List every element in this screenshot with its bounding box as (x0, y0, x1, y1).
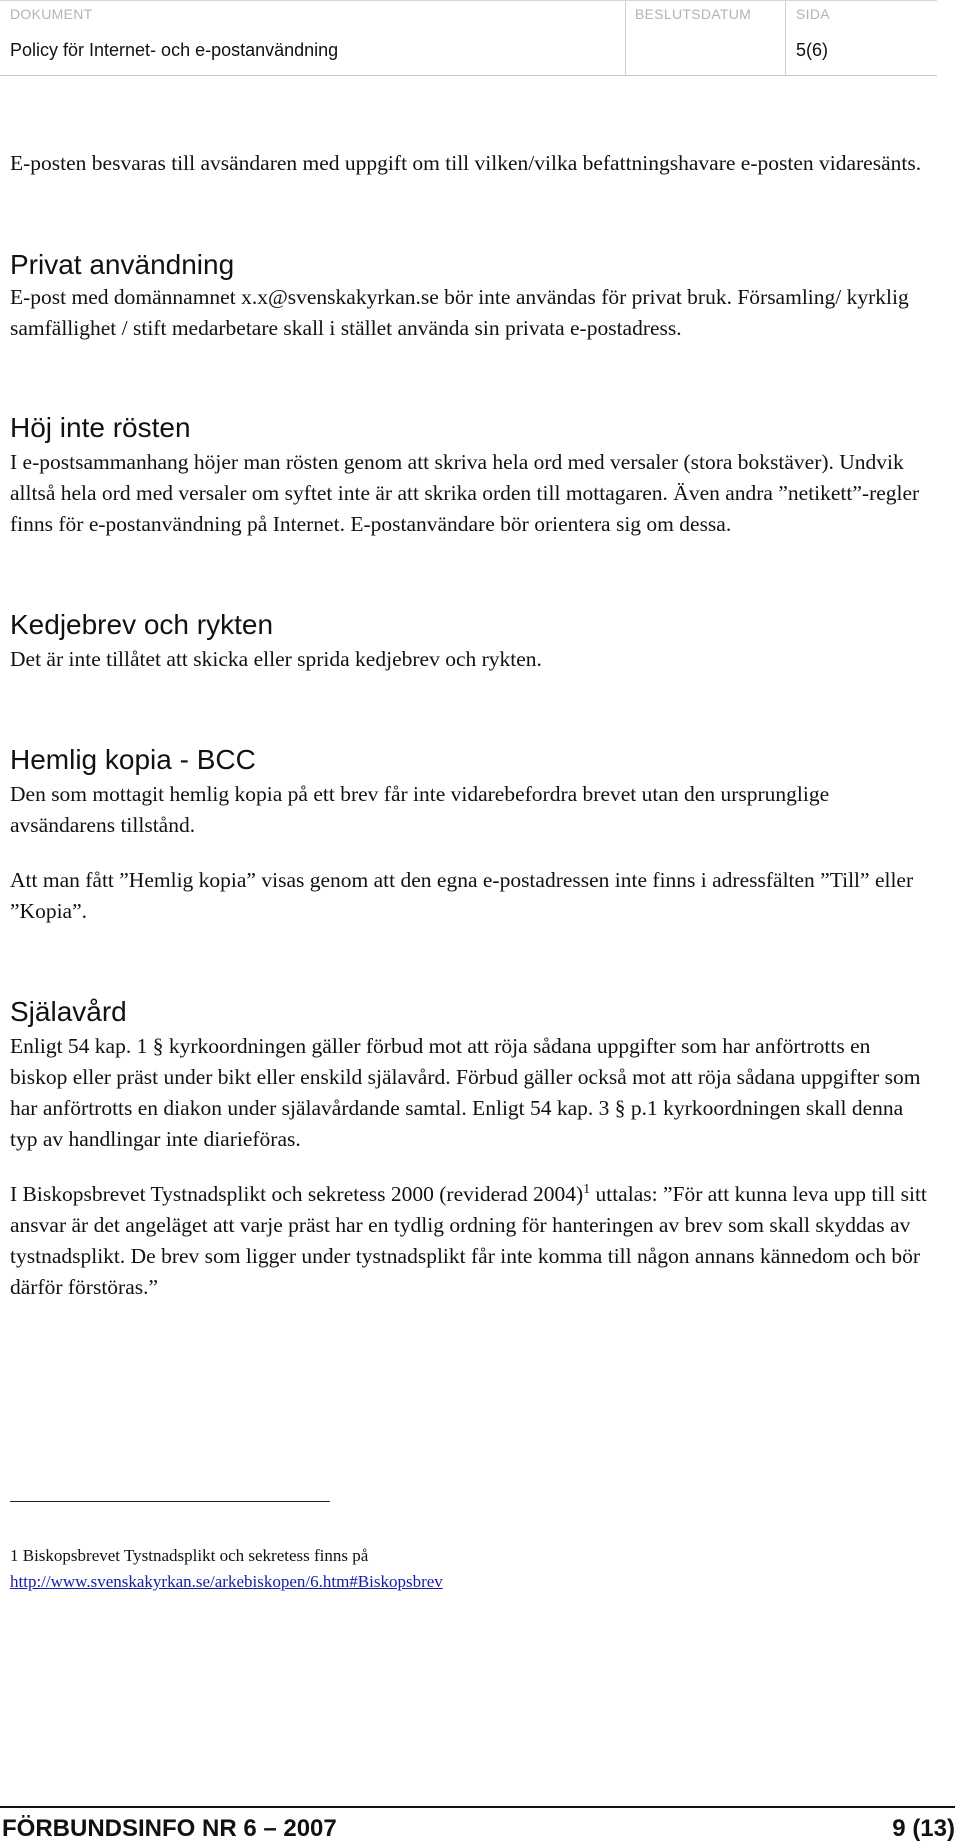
header-document-cell (0, 1, 626, 75)
footnote-number: 1 (10, 1546, 19, 1565)
sjalavard-paragraph-2 (10, 1179, 930, 1303)
footer-divider (0, 1806, 955, 1808)
header-document-label: DOKUMENT (10, 6, 93, 22)
sjalavard-p2-after: uttalas: ”För att kunna leva upp till sitt ansvar är det angeläget att varje präst har en tydlig ordning för hanteringen av brev som skall skyddas av tystnadsplikt. De brev som ligger under tystnadsplikt får inte komma till någon annans kännedom och bör därför förstöras.” (10, 1182, 927, 1299)
bcc-paragraph-1: Den som mottagit hemlig kopia på ett brev får inte vidarebefordra brevet utan den ursprunglige avsändarens tillstånd. (10, 782, 830, 837)
heading-sjalavard: Själavård (10, 996, 127, 1027)
footer-publication: FÖRBUNDSINFO NR 6 – 2007 (2, 1815, 337, 1842)
hoj-paragraph: I e-postsammanhang höjer man rösten genom att skriva hela ord med versaler (stora bokstäver). Undvik alltså hela ord med versaler om syftet inte är att skrika orden till mottagaren. Även andra ”netikett”-regler finns för e-postanvändning på Internet. E-postanvändare bör orientera sig om dessa. (10, 450, 920, 536)
footnote-link[interactable]: http://www.svenskakyrkan.se/arkebiskopen/6.htm#Biskopsbrev (10, 1572, 443, 1591)
bcc-paragraph-2: Att man fått ”Hemlig kopia” visas genom att den egna e-postadressen inte finns i adressfälten ”Till” eller ”Kopia”. (10, 868, 914, 923)
heading-hemlig-kopia: Hemlig kopia - BCC (10, 744, 256, 775)
footer-page-number: 9 (13) (892, 1815, 955, 1842)
sjalavard-p2-before: I Biskopsbrevet Tystnadsplikt och sekretess 2000 (reviderad 2004) (10, 1182, 584, 1206)
header-page-label: SIDA (796, 6, 830, 22)
footnote (10, 1543, 910, 1595)
document-body (10, 148, 930, 1303)
heading-hoj-inte-rosten: Höj inte rösten (10, 412, 191, 443)
header-page-cell (786, 1, 936, 75)
header-document-title: Policy för Internet- och e-postanvändning (10, 40, 339, 60)
footnote-separator (10, 1501, 330, 1502)
header-date-cell (625, 1, 786, 75)
intro-paragraph: E-posten besvaras till avsändaren med uppgift om till vilken/vilka befattningshavare e-posten vidaresänts. (10, 151, 922, 175)
header-page-value: 5(6) (796, 40, 829, 60)
footnote-reference[interactable]: 1 (583, 1181, 591, 1197)
heading-privat-anvandning: Privat användning (10, 249, 235, 280)
sjalavard-paragraph-1: Enligt 54 kap. 1 § kyrkoordningen gäller förbud mot att röja sådana uppgifter som har anförtrotts en biskop eller präst under bikt eller enskild själavård. Förbud gäller också mot att röja sådana uppgifter som har anförtrotts en diakon under själavårdande samtal. Enligt 54 kap. 3 § p.1 kyrkoordningen skall denna typ av handlingar inte diarieföras. (10, 1034, 921, 1151)
document-header (0, 0, 937, 76)
privat-paragraph: E-post med domännamnet x.x@svenskakyrkan.se bör inte användas för privat bruk. Församling/ kyrklig samfällighet / stift medarbetare skall i stället använda sin privata e-postadress. (10, 285, 909, 340)
footnote-text: Biskopsbrevet Tystnadsplikt och sekretess finns på (18, 1546, 369, 1565)
kedjebrev-paragraph: Det är inte tillåtet att skicka eller sprida kedjebrev och rykten. (10, 647, 542, 671)
header-date-label: BESLUTSDATUM (635, 6, 752, 22)
heading-kedjebrev: Kedjebrev och rykten (10, 609, 274, 640)
